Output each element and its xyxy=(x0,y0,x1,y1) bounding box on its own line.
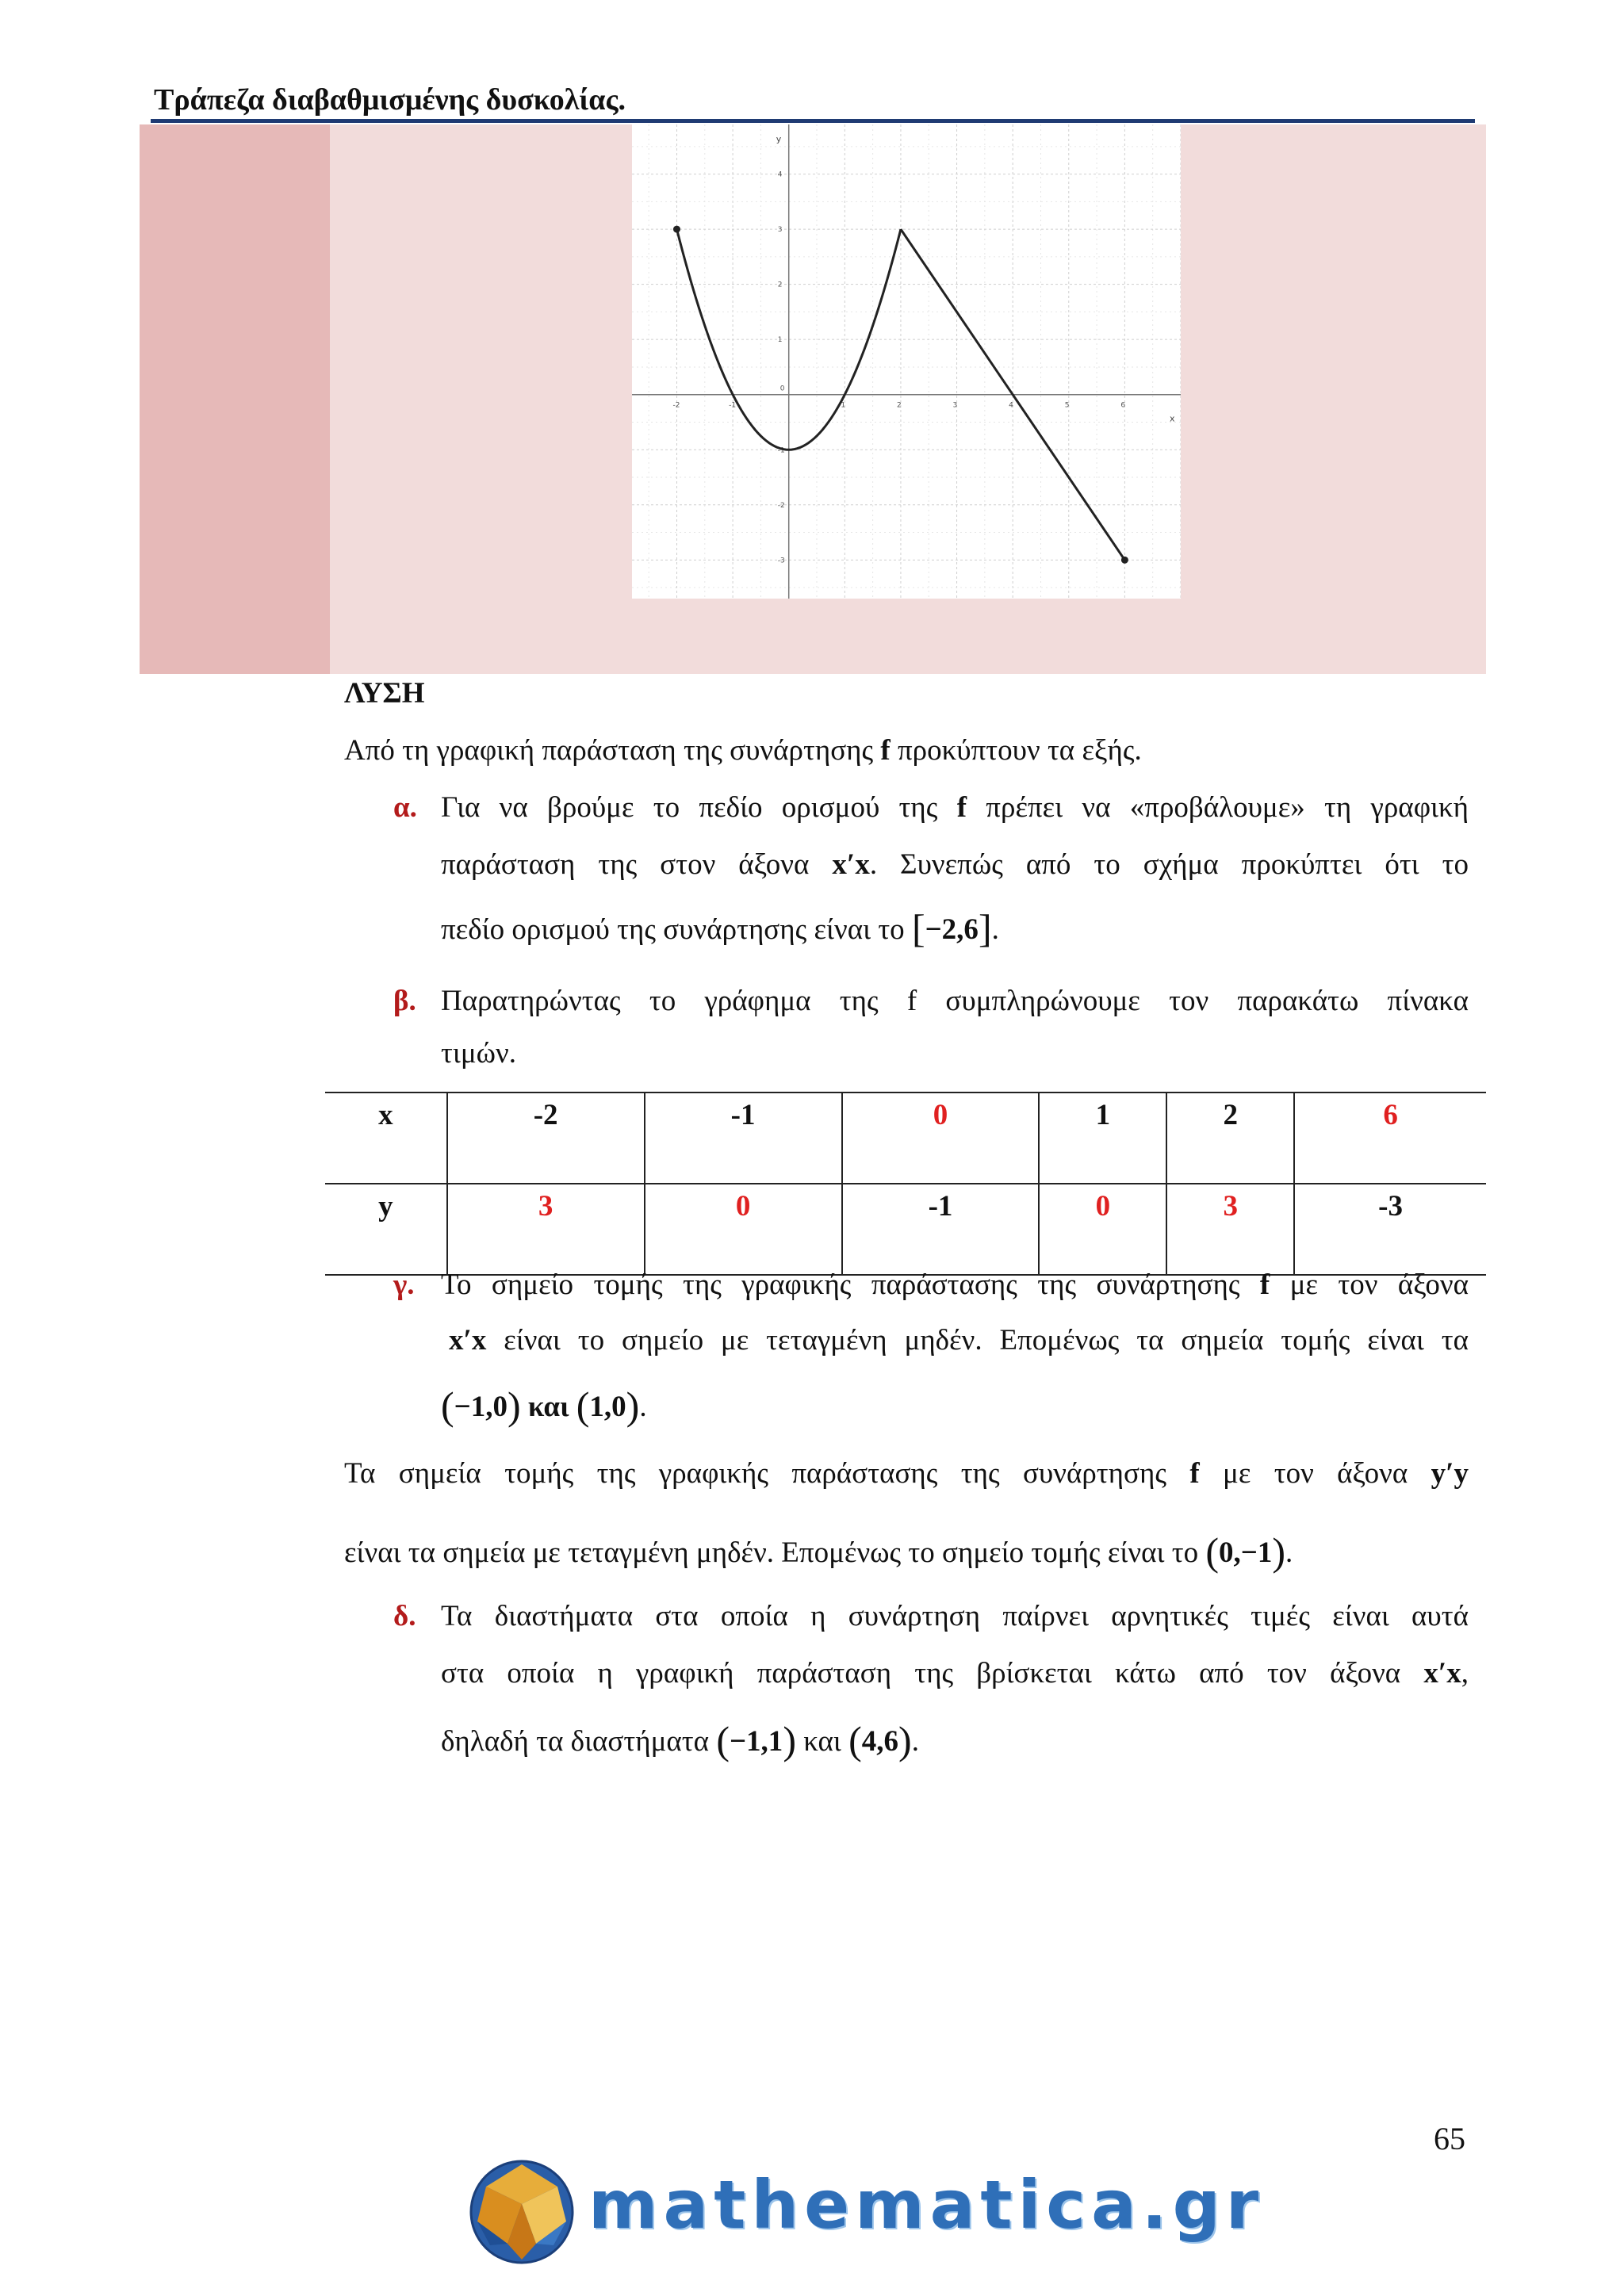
part-c-marker: γ. xyxy=(393,1269,415,1301)
yaxis-text: Τα σημεία τομής της γραφικής παράστασης της συνάρτησης xyxy=(344,1457,1166,1490)
yaxis-line-1 xyxy=(344,1456,1469,1492)
x-axis-symbol: x′x xyxy=(1423,1657,1461,1689)
y-tick-label: -1 xyxy=(777,446,785,455)
part-c-text: Το σημείο τομής της γραφικής παράστασης της συνάρτησης xyxy=(441,1269,1240,1301)
function-symbol: f xyxy=(956,791,967,824)
y-axis-symbol: y′y xyxy=(1431,1457,1469,1490)
x-axis-symbol: x′x xyxy=(449,1324,487,1357)
function-symbol: f xyxy=(1259,1269,1270,1301)
header-rule xyxy=(151,119,1475,123)
origin-label: 0 xyxy=(779,385,785,393)
negative-interval-1: −1,1 xyxy=(729,1725,783,1758)
bracket-close: ] xyxy=(978,906,992,951)
endpoint-dot xyxy=(1121,557,1128,564)
y-tick-label: 3 xyxy=(777,226,783,235)
x-tick-label: 6 xyxy=(1120,401,1126,410)
part-a-line-3 xyxy=(441,904,999,954)
table-cell: 1 xyxy=(1039,1093,1166,1184)
part-a-text: πρέπει να «προβάλουμε» τη γραφική xyxy=(986,791,1469,824)
intro-text-after: προκύπτουν τα εξής. xyxy=(897,734,1142,767)
table-cell-filled: 6 xyxy=(1294,1093,1486,1184)
y-axis-name: y xyxy=(776,134,782,144)
solution-heading: ΛΥΣΗ xyxy=(344,677,425,710)
x-tick-label: 4 xyxy=(1009,401,1013,410)
part-c-text: είναι το σημείο με τεταγμένη μηδέν. Επομένως τα σημεία τομής είναι τα xyxy=(504,1324,1469,1357)
table-cell: -1 xyxy=(842,1184,1040,1275)
intro-text-before: Από τη γραφική παράσταση της συνάρτησης xyxy=(344,734,874,767)
comma: , xyxy=(1461,1657,1469,1689)
function-symbol: f xyxy=(1189,1457,1200,1490)
y-tick-label: 2 xyxy=(777,281,783,289)
yaxis-text: είναι τα σημεία με τεταγμένη μηδέν. Επομένως το σημείο τομής είναι το xyxy=(344,1536,1199,1569)
part-a-text: πεδίο ορισμού της συνάρτησης είναι το xyxy=(441,913,905,946)
x-tick-label: 5 xyxy=(1064,401,1070,410)
x-tick-label: 2 xyxy=(896,401,902,410)
mathematica-logo-text: mathematica.gr xyxy=(588,2166,1265,2244)
part-d-marker: δ. xyxy=(393,1600,416,1632)
part-a-marker: α. xyxy=(393,791,417,824)
table-cell: -2 xyxy=(447,1093,645,1184)
conjunction: και xyxy=(803,1725,841,1758)
table-cell-filled: 0 xyxy=(842,1093,1040,1184)
part-c-line-2 xyxy=(449,1322,1469,1359)
part-a-line-1 xyxy=(441,790,1469,826)
part-a-text: παράσταση της στον άξονα xyxy=(441,848,810,881)
yaxis-text: με τον άξονα xyxy=(1223,1457,1408,1490)
intersection-point-1: −1,0 xyxy=(454,1391,508,1423)
table-header-x: x xyxy=(325,1093,447,1184)
table-cell: -3 xyxy=(1294,1184,1486,1275)
mathematica-logo-icon xyxy=(466,2156,577,2271)
period: . xyxy=(1285,1536,1293,1569)
y-intercept-point: 0,−1 xyxy=(1218,1536,1273,1569)
table-cell-filled: 3 xyxy=(1166,1184,1294,1275)
function-symbol: f xyxy=(880,734,891,767)
period: . xyxy=(991,913,999,946)
endpoint-dot xyxy=(673,226,680,233)
part-a-text: . Συνεπώς από το σχήμα προκύπτει ότι το xyxy=(869,848,1469,881)
table-cell: -1 xyxy=(645,1093,842,1184)
part-b-line-1: Παρατηρώντας το γράφημα της f συμπληρώνουμε τον παρακάτω πίνακα xyxy=(441,985,1469,1017)
part-d-line-1: Τα διαστήματα στα οποία η συνάρτηση παίρνει αρνητικές τιμές είναι αυτά xyxy=(441,1600,1469,1632)
y-tick-label: -3 xyxy=(777,557,785,565)
x-tick-label: 3 xyxy=(952,401,958,410)
table-cell-filled: 3 xyxy=(447,1184,645,1275)
part-d-text: δηλαδή τα διαστήματα xyxy=(441,1725,710,1758)
table-row-x xyxy=(325,1093,1486,1184)
y-tick-label: 1 xyxy=(777,336,783,345)
shaded-margin-band xyxy=(140,124,330,674)
x-tick-label: -2 xyxy=(672,401,680,410)
graph-svg xyxy=(632,124,1181,599)
period: . xyxy=(639,1391,647,1423)
page-header-title: Τράπεζα διαβαθμισμένης δυσκολίας. xyxy=(154,83,626,117)
solution-intro xyxy=(344,733,1142,769)
x-axis-symbol: x′x xyxy=(832,848,870,881)
bracket-open: [ xyxy=(911,906,925,951)
negative-interval-2: 4,6 xyxy=(861,1725,899,1758)
part-a-text: Για να βρούμε το πεδίο ορισμού της xyxy=(441,791,938,824)
domain-interval: −2,6 xyxy=(925,913,979,946)
x-tick-label: 1 xyxy=(841,401,846,410)
table-cell: 2 xyxy=(1166,1093,1294,1184)
part-d-line-2 xyxy=(441,1655,1469,1692)
part-d-line-3: δηλαδή τα διαστήματα (−1,1) και (4,6). xyxy=(441,1718,919,1762)
values-table xyxy=(325,1092,1486,1276)
table-cell-filled: 0 xyxy=(1039,1184,1166,1275)
table-row-y xyxy=(325,1184,1486,1275)
intersection-point-2: 1,0 xyxy=(589,1391,626,1423)
table-cell-filled: 0 xyxy=(645,1184,842,1275)
part-a-line-2 xyxy=(441,847,1469,883)
part-c-text: με τον άξονα xyxy=(1289,1269,1469,1301)
function-graph xyxy=(632,124,1181,599)
part-d-text: στα οποία η γραφική παράσταση της βρίσκεται κάτω από τον άξονα xyxy=(441,1657,1401,1689)
part-b-marker: β. xyxy=(393,985,416,1017)
yaxis-line-2: είναι τα σημεία με τεταγμένη μηδέν. Επομένως το σημείο τομής είναι το (0,−1). xyxy=(344,1529,1293,1574)
conjunction: και xyxy=(527,1391,569,1423)
x-axis-name: x xyxy=(1170,413,1175,424)
table-header-y: y xyxy=(325,1184,447,1275)
part-c-line-1 xyxy=(441,1267,1469,1303)
y-tick-label: -2 xyxy=(777,501,785,510)
x-tick-label: -1 xyxy=(729,401,737,410)
page-number: 65 xyxy=(1434,2121,1465,2156)
part-c-line-3: (−1,0) και (1,0). xyxy=(441,1383,647,1428)
y-tick-label: 4 xyxy=(777,170,783,179)
part-b-line-2: τιμών. xyxy=(441,1037,516,1070)
period: . xyxy=(911,1725,919,1758)
